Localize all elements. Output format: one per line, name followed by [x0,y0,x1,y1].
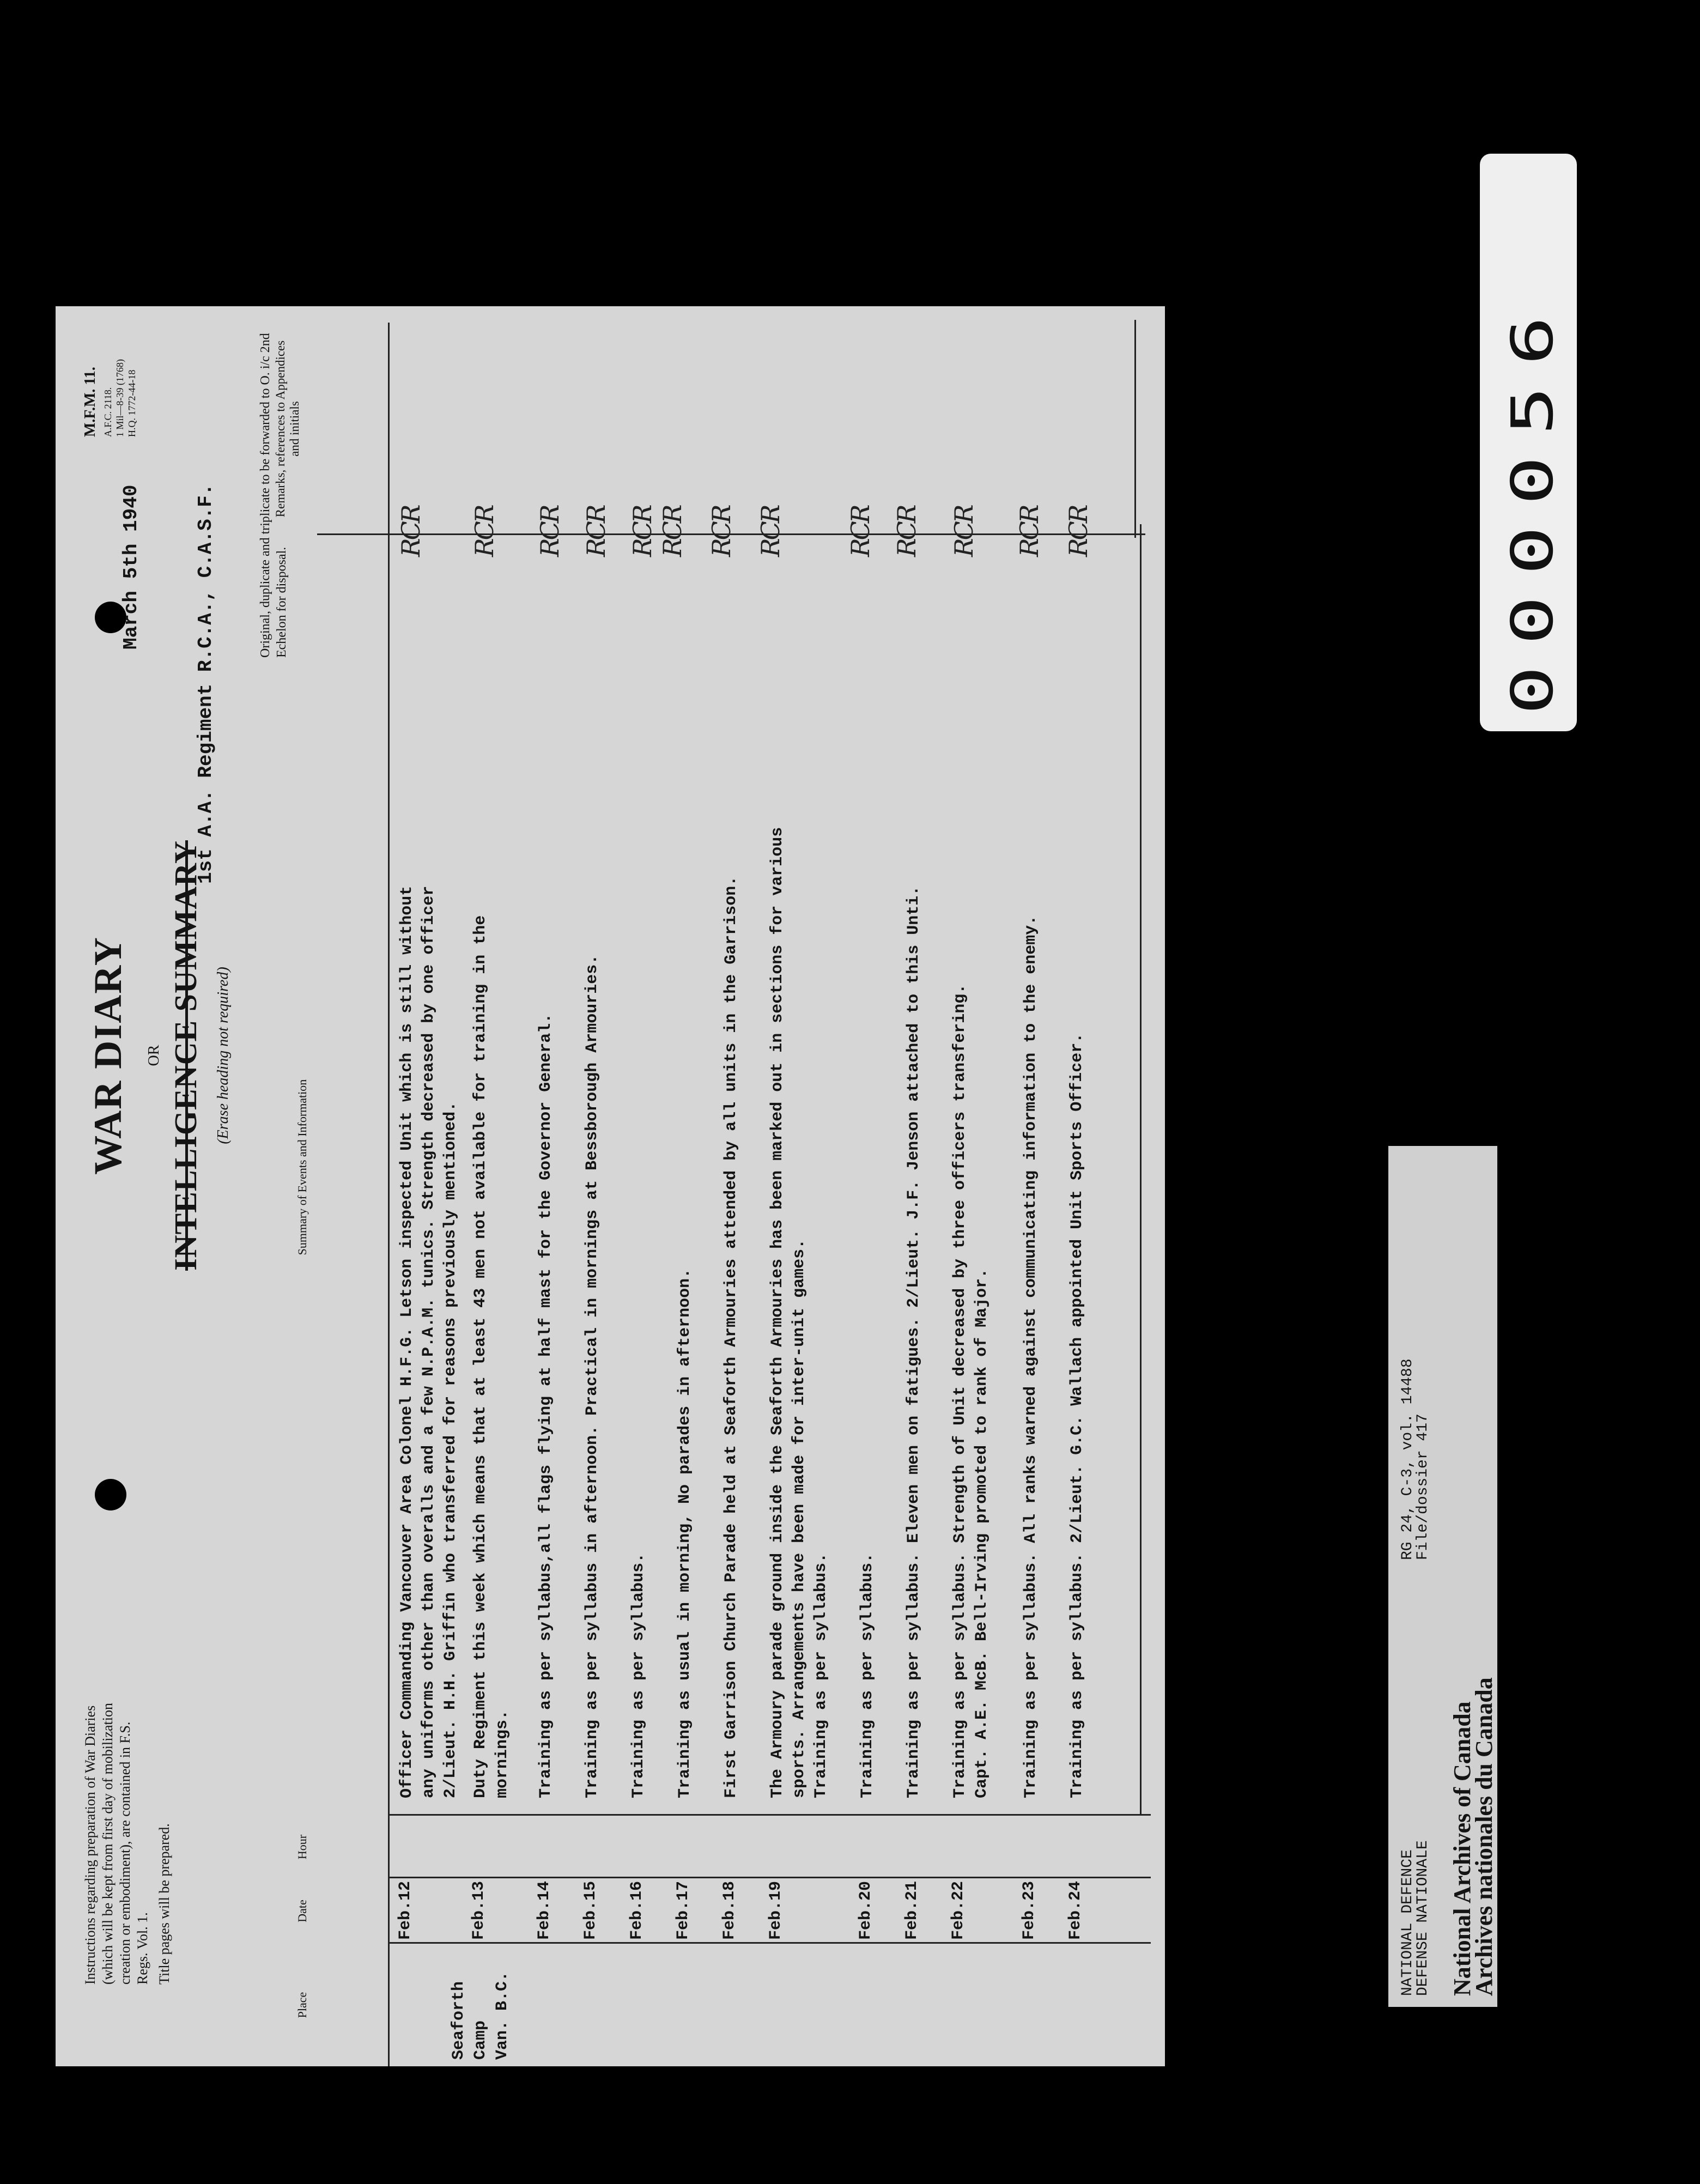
col-header-place: Place [295,1992,309,2018]
initials-signature: RCR [1015,506,1044,557]
entry-line: First Garrison Church Parade held at Seaforth Armouries attended by all units in the Garrison. [722,876,740,1798]
diary-date: March 5th 1940 [120,484,142,650]
unit-name: 1st A.A. Regiment R.C.A., C.A.S.F. [195,483,217,884]
initials-signature: RCR [581,506,611,557]
war-diary-sheet [56,306,1165,2066]
entry-date: Feb.16 [628,1880,646,1940]
entry-text [1066,676,1088,1798]
dept-en: NATIONAL DEFENCE [1399,1849,1416,1996]
entry-date: Feb.22 [949,1880,968,1940]
instructions-text: Instructions regarding preparation of War Diaries (which will be kept from first day of mobilization creation or embodiment), are contained in F.S. Regs. Vol. 1. [82,1703,150,1985]
table-rule-top [388,323,390,2066]
entry-date: Feb.14 [535,1880,554,1940]
place-line: Seaforth [450,1981,468,2060]
distribution-note: Original, duplicate and triplicate to be forwarded to O. i/c 2nd Echelon for disposal. [258,333,289,658]
entry-text [857,676,878,1798]
initials-signature: RCR [628,506,657,557]
entry-line: Training as per syllabus,all flags flying at half mast for the Governor General. [537,1013,555,1798]
initials-signature: RCR [892,506,921,557]
entry-line: Training as per syllabus. [858,1552,877,1798]
entry-line: Training as per syllabus. [629,1552,648,1798]
entry-line: mornings. [493,1709,512,1798]
col-header-summary: Summary of Events and Information [295,1079,309,1255]
archive-reference: RG 24, C-3, vol. 14488 [1399,1358,1416,1560]
col-header-date: Date [295,1900,309,1922]
archives-name-en: National Archives of Canada [1449,1701,1476,1996]
entry-line: any uniforms other than overalls and a few N.P.A.M. tunics. Strength decreased by one officer [420,885,438,1798]
entry-line: Duty Regiment this week which means that at least 43 men not available for training in the [471,915,490,1798]
entry-date: Feb.15 [581,1880,600,1940]
entry-text [535,676,557,1798]
entry-text [470,676,513,1798]
entry-date: Feb.19 [767,1880,785,1940]
entry-text [581,676,603,1798]
instructions-note [82,1701,173,1985]
initials-signature: RCR [396,506,426,557]
archive-label-content [1388,1146,1497,2007]
archive-label [1388,1146,1497,2007]
entry-date: Feb.17 [674,1880,693,1940]
entry-text [1020,676,1042,1798]
entry-date: Feb.23 [1020,1880,1039,1940]
form-sub-line: A.F.C. 2118. [102,387,113,437]
archive-file: File/dossier 417 [1414,1413,1431,1560]
initials-signature: RCR [470,506,499,557]
frame-counter [1480,154,1577,731]
entry-line: The Armoury parade ground inside the Seaforth Armouries has been marked out in sections for various [768,827,787,1798]
entry-text [949,676,993,1798]
entry-line: Training as per syllabus. Eleven men on fatigues. 2/Lieut. J.F. Jenson attached to this Unti. [904,885,923,1798]
entry-text [396,676,462,1798]
form-id: M.F.M. 11. [82,367,99,437]
entry-line: Training as per syllabus. 2/Lieut. G.C. Wallach appointed Unit Sports Officer. [1068,1033,1086,1798]
entry-date: Feb.24 [1066,1880,1085,1940]
entry-text [767,676,832,1798]
entry-line: sports. Arrangements have been made for inter-unit games. [790,1239,809,1798]
col-header-remarks: Remarks, references to Appendices and initials [274,340,301,518]
table-rule-remarks [1134,320,1136,538]
initials-signature: RCR [846,506,875,557]
entry-text [628,676,649,1798]
sheet-content [56,306,1165,2066]
initials-signature: RCR [949,506,979,557]
initials-signature: RCR [707,506,736,557]
entry-line: Training as usual in morning, No parades in afternoon. [676,1268,694,1798]
form-sub-ids [102,359,138,437]
title-pages-note: Title pages will be prepared. [156,1823,172,1985]
entry-date: Feb.20 [857,1880,875,1940]
entry-line: Training as per syllabus. Strength of Unit decreased by three officers transfering. [951,984,969,1798]
col-divider-place [388,1942,1151,1944]
form-or: OR [145,1045,162,1066]
entry-line: Training as per syllabus in afternoon. Practical in mornings at Bessborough Armouries. [583,954,602,1798]
punch-hole [95,1479,126,1510]
table-rule-bottom [1140,524,1142,1816]
entry-date: Feb.13 [470,1880,488,1940]
col-divider-hour [388,1814,1151,1816]
frame-number: 000056 [1499,295,1566,715]
place-line: Van. B.C. [493,1971,512,2060]
initials-signature: RCR [756,506,785,557]
entry-text [903,676,925,1798]
entry-line: Capt. A.E. McB. Bell-Irving promoted to rank of Major. [973,1268,991,1798]
initials-signature: RCR [535,506,564,557]
form-title: WAR DIARY [86,936,130,1175]
frame-counter-content [1480,154,1577,731]
entry-text [720,676,742,1798]
initials-signature: RCR [1064,506,1093,557]
place-cell [448,1971,513,2060]
form-sub-line: 1 Mil—8-39 (1768) [114,359,125,437]
col-header-hour: Hour [295,1834,309,1860]
entry-date: Feb.12 [396,1880,415,1940]
entry-text [674,676,696,1798]
initials-signature: RCR [658,506,687,557]
entry-line: Officer Commanding Vancouver Area Colonel H.F.G. Letson inspected Unit which is still without [398,885,416,1798]
entry-date: Feb.18 [720,1880,739,1940]
entry-line: 2/Lieut. H.H. Griffin who transferred for reasons previously mentioned. [441,1101,460,1798]
form-subtitle-struck: INTELLIGENCE SUMMARY [168,840,203,1271]
dept-fr: DEFENSE NATIONALE [1414,1840,1431,1996]
col-divider-date [388,1877,1151,1878]
form-sub-line: H.Q. 1772-44-18 [126,369,137,437]
erase-note: (Erase heading not required) [215,967,232,1144]
archives-name-fr: Archives nationales du Canada [1471,1677,1497,1996]
entry-line: Training as per syllabus. [812,1552,830,1798]
entry-date: Feb.21 [903,1880,921,1940]
place-line: Camp [471,2020,490,2060]
entry-line: Training as per syllabus. All ranks warned against communicating information to the enemy. [1022,915,1040,1798]
